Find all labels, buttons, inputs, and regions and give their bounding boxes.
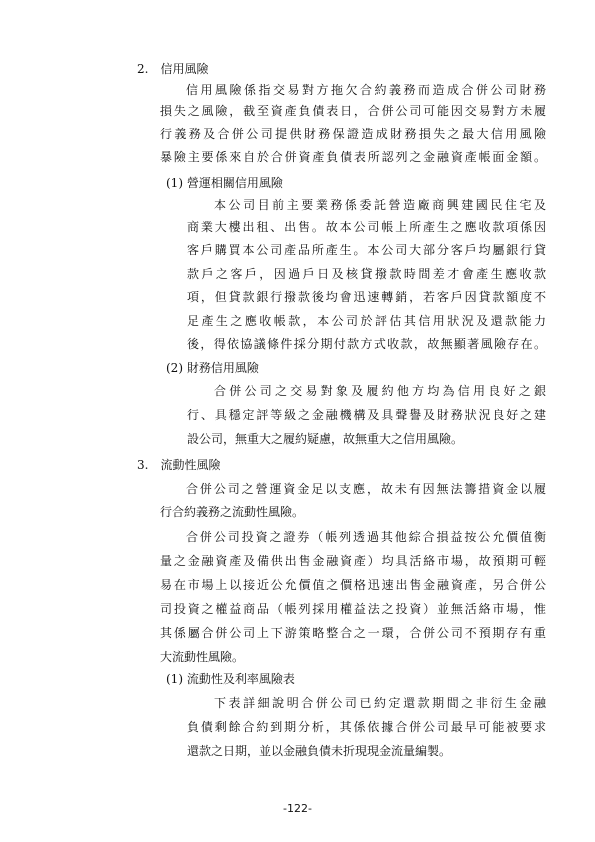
paragraph-line: 商業大樓出租、出售。故本公司帳上所產生之應收款項係因: [187, 220, 546, 234]
paragraph-line: 行合約義務之流動性風險。: [160, 505, 305, 519]
paragraph-line: 足產生之應收帳款，本公司於評估其信用狀況及還款能力: [187, 314, 546, 328]
paragraph-line: 易在市場上以接近公允價值之價格迅速出售金融資產，另合併公: [160, 578, 546, 592]
subsection-heading-liquidity-interest-table: (1) 流動性及利率風險表: [166, 672, 295, 686]
paragraph-line: 行義務及合併公司提供財務保證造成財務損失之最大信用風險: [160, 127, 546, 141]
paragraph-line: 本公司目前主要業務係委託營造廠商興建國民住宅及: [214, 198, 546, 212]
section-heading-liquidity-risk: 3. 流動性風險: [137, 458, 221, 472]
paragraph-line: 設公司，無重大之履約疑慮，故無重大之信用風險。: [187, 432, 464, 446]
paragraph-line: 暴險主要係來自於合併資產負債表所認列之金融資產帳面金額。: [160, 150, 546, 164]
subsection-heading-operating-credit-risk: (1) 營運相關信用風險: [166, 176, 283, 190]
paragraph-line: 司投資之權益商品（帳列採用權益法之投資）並無活絡市場，惟: [160, 602, 546, 616]
section-heading-credit-risk: 2. 信用風險: [137, 62, 209, 76]
paragraph-line: 後，得依協議條件採分期付款方式收款，故無顯著風險存在。: [187, 337, 546, 351]
paragraph-line: 下表詳細說明合併公司已約定還款期間之非衍生金融: [214, 696, 546, 710]
paragraph-line: 量之金融資產及備供出售金融資產）均具活絡市場，故預期可輕: [160, 554, 546, 568]
paragraph-line: 合併公司投資之證券（帳列透過其他綜合損益按公允價值衡: [186, 530, 546, 544]
paragraph-line: 損失之風險，截至資產負債表日，合併公司可能因交易對方未履: [160, 104, 546, 118]
paragraph-line: 大流動性風險。: [160, 650, 245, 664]
subsection-heading-financial-credit-risk: (2) 財務信用風險: [166, 361, 259, 375]
paragraph-line: 負債剩餘合約到期分析，其係依據合併公司最早可能被要求: [187, 720, 546, 734]
paragraph-line: 行、具穩定評等級之金融機構及具聲譽及財務狀況良好之建: [187, 408, 546, 422]
page-number: -122-: [283, 802, 312, 815]
paragraph-line: 信用風險係指交易對方拖欠合約義務而造成合併公司財務: [186, 83, 546, 97]
paragraph-line: 其係屬合併公司上下游策略整合之一環，合併公司不預期存有重: [160, 626, 546, 640]
paragraph-line: 還款之日期，並以金融負債未折現現金流量編製。: [187, 744, 452, 758]
paragraph-line: 合併公司之交易對象及履約他方均為信用良好之銀: [214, 384, 546, 398]
paragraph-line: 合併公司之營運資金足以支應，故未有因無法籌措資金以履: [186, 482, 546, 496]
paragraph-line: 項，但貸款銀行撥款後均會迅速轉銷，若客戶因貸款額度不: [187, 290, 546, 304]
paragraph-line: 款戶之客戶，因過戶日及核貸撥款時間差才會產生應收款: [187, 267, 546, 281]
paragraph-line: 客戶購買本公司產品所產生。本公司大部分客戶均屬銀行貸: [187, 243, 546, 257]
